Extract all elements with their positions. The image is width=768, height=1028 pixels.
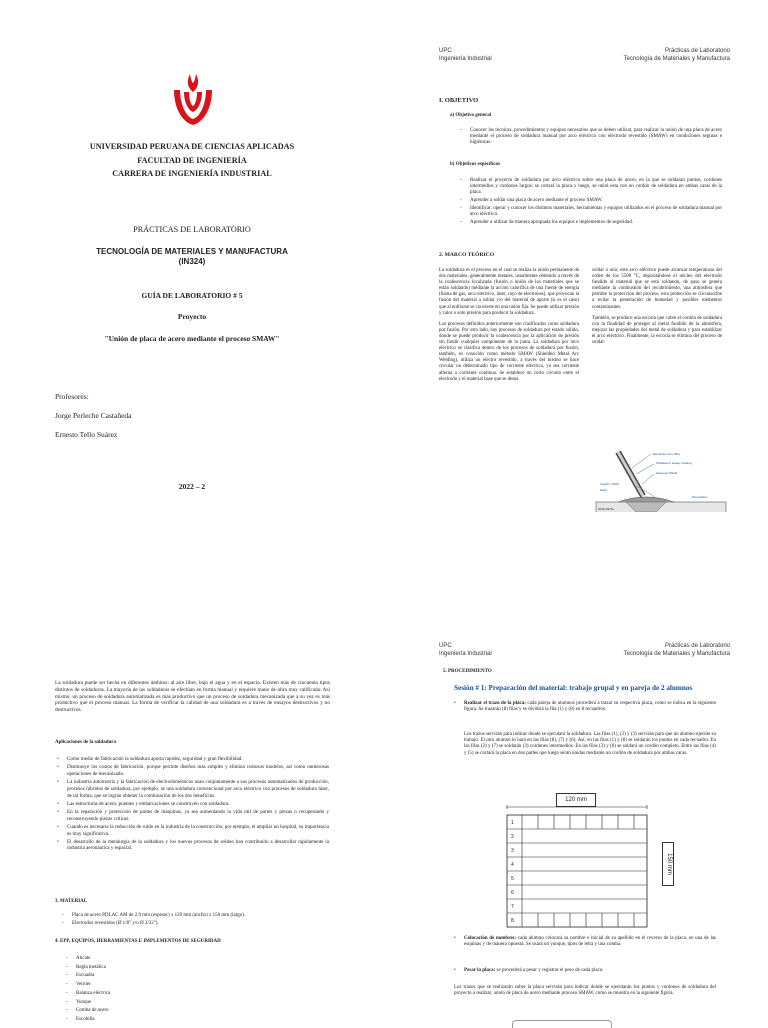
figure-label: Impact y Weld	[600, 482, 619, 486]
list-item: - Escobilla	[66, 1016, 266, 1023]
row-label: 7	[511, 904, 514, 910]
row-label: 2	[511, 834, 514, 840]
section-heading: 3. MATERIAL	[55, 899, 88, 904]
list-item: - Aprender a utilizar de manera apropiada los equipos e implementos de seguridad.	[460, 220, 722, 226]
list-item: - Aprender a soldar una placa de acero mediante el proceso SMAW.	[460, 198, 722, 204]
university-name: UNIVERSIDAD PERUANA DE CIENCIAS APLICADAS	[89, 142, 295, 151]
row-label: 4	[511, 862, 514, 868]
page-header-left: UPC Ingeniería Industrial	[439, 48, 492, 62]
plate-diagram	[502, 805, 652, 935]
list-item: - Realizar el proyecto de soldadura por arco eléctrico sobre una placa de acero, en la que se soldaran puntos, cordones intermedios y cordones largos; se cortará la placa y luego, se unirá esta con un cordón de soldadura en ambas caras de la placa.	[460, 178, 722, 197]
professor-1: Jorge Perleche Castañeda	[55, 411, 132, 420]
section-heading: 4. EPP, EQUIPOS, HERRAMIENTAS E IMPLEMENTOS DE SEGURIDAD	[55, 939, 221, 944]
figure-frame	[512, 1020, 612, 1028]
figure-label: BASE METAL	[598, 508, 615, 511]
list-item: • Como medio de fabricación la soldadura aporta rapidez, seguridad y gran flexibilidad.	[57, 756, 329, 763]
professors-label: Profesores:	[55, 392, 89, 401]
applications-title: Aplicaciones de la soldadura	[55, 740, 116, 745]
list-item: • Disminuye los costos de fabricación, porque permite diseños más simples y elimina costosos modelos, así como numerosas operaciones de mecanizado.	[57, 764, 329, 777]
materials-list	[62, 913, 332, 928]
figure-label: Weld	[600, 488, 607, 492]
list-item: • Cuando es necesaria la reducción de ruido en la industria de la construcción, por ejemplo, el ampliar un hospital, su importancia es muy significativa.	[57, 824, 329, 837]
list-item: - Identificar, operar y conocer los distintos materiales, herramientas y equipos utilizados en el proceso de soldadura manual por arco eléctrico.	[460, 206, 722, 218]
step-trace: • Realizar el trazo de la placa: cada pareja de alumnos procederá a trazar su respectiva placa, como se indica en la siguiente figura. Se trazarán (8) filas y se dividirá la fila (1) y (8) en 8 recuadros.	[454, 701, 716, 715]
academic-term: 2022 – 2	[178, 482, 206, 491]
list-item: - Vernier	[66, 981, 266, 988]
page-3	[0, 512, 384, 1024]
course-name: TECNOLOGÍA DE MATERIALES Y MANUFACTURA	[96, 247, 288, 256]
career-name: CARRERA DE INGENIERÍA INDUSTRIAL	[112, 169, 272, 178]
page-header-right: Prácticas de Laboratorio Tecnología de Materiales y Manufactura	[623, 48, 730, 62]
figure-label: Shielded or Heavy Coating	[656, 461, 692, 465]
list-item: - Balanza eléctrica	[66, 990, 266, 997]
list-item: • En la reparación y protección de partes de máquinas, ya sea aumentando la vida útil de partes y piezas o recuperando y reconstruyendo piezas críticas.	[57, 809, 329, 822]
page-cover	[0, 0, 384, 512]
intro-paragraph: La soldadura puede ser hecha en diferentes ámbitos: al aire libre, bajo el agua y en el espacio. Existen más de cincuenta tipos distintos de soldaduras. La mayoría de las soldaduras se efectúan en forma manual y requiere mano de obra muy calificada. Así mismo, un proceso de soldadura automatizada es más productivo que un proceso de soldadura mecanizada que a su vez es más productivo que el proceso manual. La forma de verificar la calidad de una soldadura es a través de ensayos destructivos y no destructivos.	[55, 680, 330, 714]
lab-title: PRÁCTICAS DE LABORATORIO	[133, 225, 251, 234]
row-label: 1	[511, 820, 514, 826]
theory-column-2: soldar o unir, este arco eléctrico puede alcanzar temperaturas del orden de los 5500 °C, depositándose el núcleo del electrodo fundido al material que se está soldando, de paso se genera mediante la combustión del recubrimiento, una atmósfera que permite la protección del proceso, esta protección se circunscribe a evitar la penetración de humedad y posibles elementos contaminantes. También, se produce una escoria que cubre el cordón de soldadura con la finalidad de proteger al metal fundido de la atmósfera, mejorar las propiedades del metal de soldadura y para estabilizar el arco eléctrico. Finalmente, la escoria se elimina del proceso de soldar.	[592, 268, 722, 346]
figure-label: Penetration	[692, 495, 708, 499]
tools-list	[66, 955, 266, 1025]
step-names: • Colocación de nombres: cada alumno colocará su nombre e inicial de su apellido en el reverso de la placa, en una de las esquinas y de manera opuesta. Se usará un yunque, tipos de letra y una comba.	[454, 936, 716, 950]
section-heading: 5. PROCEDIMIENTO	[443, 669, 492, 674]
list-item: - Electrodos revestidos (Ø 1/8" y/o Ø 3/32").	[62, 921, 332, 927]
row-label: 3	[511, 848, 514, 854]
dimension-height: 150 mm	[662, 842, 674, 886]
figure-label: Electrode Core Wire	[653, 452, 681, 456]
session-title: Sesión # 1: Preparación del material: trabajo grupal y en pareja de 2 alumnos	[454, 684, 693, 692]
list-item: - Alicate	[66, 955, 266, 962]
list-item: • El desarrollo de la metalurgia de la soldadura y los nuevos procesos de soldeo han contribuido a desarrollar rápidamente la industria aeronáutica y espacial.	[57, 839, 329, 852]
upc-logo	[168, 72, 218, 128]
page-header-right: Prácticas de Laboratorio Tecnología de Materiales y Manufactura	[623, 643, 730, 657]
project-label: Proyecto	[177, 312, 207, 321]
list-item: - Comba de acero	[66, 1007, 266, 1014]
applications-list	[57, 756, 329, 854]
list-item: - Regla metálica	[66, 964, 266, 971]
trace-explanation: Los trazos servirán para indicar donde se ejecutará la soldadura. Las filas (1), (2) y (3) servirán para que un alumno ejecute su trabajo. El otro alumno lo hará en las filas (8), (7) y (6). Así, en las filas (1) y (8) se soldarán los puntos en cada recuadro. En las filas (2) y (7) se soldarán (3) cordones intermedios. En las filas (3) y (6) se soldará un cordón completo. Entre las filas (4) y (5) se cortará la placa en dos partes que luego serán unidas mediante un cordón de soldadura por ambas caras.	[464, 732, 716, 756]
list-item: - Placa de acero PDLAC AM de 2.9 mm (espesor) x 120 mm (ancho) x 150 mm (largo).	[62, 913, 332, 919]
general-objective: - Conocer las técnicas, procedimientos y equipos necesarios que se deben utilizar, para realizar la unión de una placa de acero mediante el proceso de soldadura manual por arco eléctrico con electrodo revestido (SMAW) en condiciones seguras e higiénicas.	[460, 128, 722, 148]
row-label: 5	[511, 876, 514, 882]
list-item: - Escuadra	[66, 972, 266, 979]
faculty-name: FACULTAD DE INGENIERÍA	[137, 155, 247, 165]
theory-column-1: La soldadura es el proceso en el cual se realiza la unión permanente de dos materiales, generalmente metales, usualmente obtenido a través de la coalescencia localizada (fusión o unión de los materiales que se están soldando) mediante la acción calorífica de una fuente de energía (llama de gas, arco eléctrico, láser, rayo de electrones), que provocan la fusión del material a soldar y/o del material de aporte (si es el caso) que al enfriarse se convierte en una unión fija. Se puede utilizar presión y calor o solo presión para producir la soldadura. Los procesos definidos anteriormente son clasificados como soldadura por fusión. Por otro lado, hay procesos de soldadura por estado sólido, donde se puede producir la coalescencia por la aplicación de presión sin fundir cualquier componente de la junta. La soldadura por arco eléctrico se clasifica dentro de los procesos de soldadura por fusión, también, es conocido como método SMAW (Shielded Metal Arc Welding), utiliza un electro revestido, a través del mismo se hace circular un determinado tipo de corriente eléctrica, ya sea corriente alterna o corriente continua. Se establece un corto circuito entre el electrodo y el material base que se desea	[439, 268, 580, 382]
specific-objectives	[460, 178, 722, 227]
step-weigh: • Pesar la placa: se procederá a pesar y registrar el peso de cada placa.	[454, 968, 716, 976]
guide-title: GUÍA DE LABORATORIO # 5	[141, 291, 243, 300]
professor-2: Ernesto Tello Suárez	[55, 430, 118, 439]
subsection-heading: b) Objetivos específicos	[450, 162, 500, 167]
project-title: "Unión de placa de acero mediante el proceso SMAW"	[104, 334, 280, 343]
list-item: - Yunque	[66, 999, 266, 1006]
list-item: • La industria automotriz y la fabricación de electrodomésticos usan conjuntamente a sus procesos automatizados de producción, procesos híbridos de soldadura, por ejemplo, se una soldadura convencional por arco eléctrico con procesos de soldadura láser, de tal forma, que se logran obtener la combinación de los dos beneficios.	[57, 779, 329, 799]
list-item: • Las estructuras de acero, puentes y embarcaciones se construyen con soldadura.	[57, 801, 329, 808]
figure-label: Gaseous Shield	[656, 471, 678, 475]
dimension-width: 120 mm	[556, 793, 596, 807]
section-heading: I. OBJETIVO	[439, 97, 479, 104]
course-code: (IN324)	[178, 257, 206, 266]
page-header-left: UPC Ingeniería Industrial	[439, 643, 492, 657]
page-4	[384, 512, 768, 1024]
page-2	[384, 0, 768, 512]
section-heading: 2. MARCO TEÓRICO	[439, 252, 495, 258]
subsection-heading: a) Objetivo general	[450, 113, 492, 118]
row-label: 6	[511, 890, 514, 896]
trace-note: Los trazos que se realizarán sobre la placa servirán para indicar donde se ejecutarán los puntos y cordones de soldadura del proyecto a realizar, unión de placa de acero mediante proceso SMAW, como se muestra en la siguiente figura.	[454, 985, 716, 997]
row-label: 8	[511, 918, 514, 924]
